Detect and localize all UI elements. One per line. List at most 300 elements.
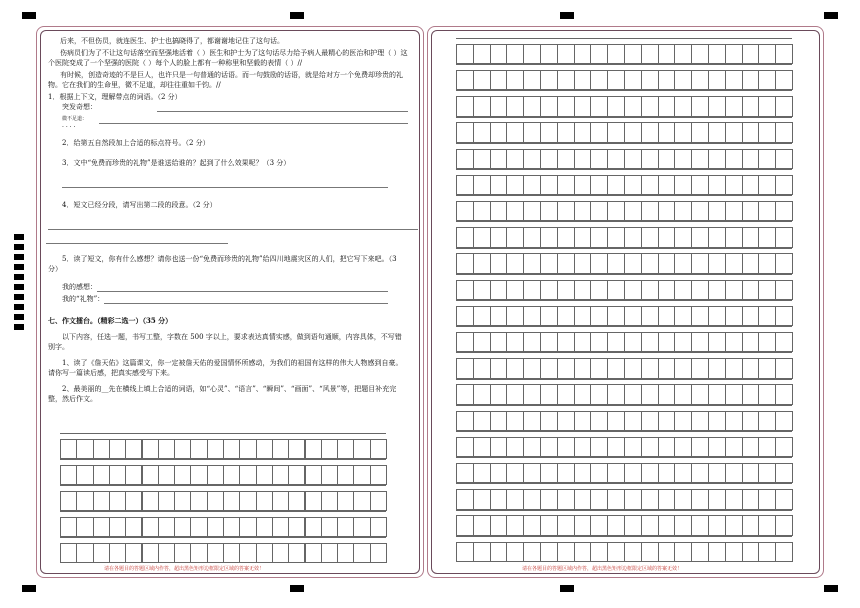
grid-cell[interactable] [125,491,142,511]
grid-cell[interactable] [691,96,709,116]
grid-cell[interactable] [758,44,776,64]
grid-cell[interactable] [540,44,558,64]
grid-cell[interactable] [691,358,709,378]
grid-cell[interactable] [174,465,191,485]
grid-cell[interactable] [641,280,659,300]
grid-cell[interactable] [490,96,508,116]
grid-cell[interactable] [288,465,305,485]
grid-cell[interactable] [590,96,608,116]
grid-cell[interactable] [641,463,659,483]
grid-cell[interactable] [674,253,692,273]
grid-cell[interactable] [775,149,793,169]
grid-cell[interactable] [76,465,93,485]
grid-cell[interactable] [658,358,676,378]
grid-cell[interactable] [691,175,709,195]
grid-cell[interactable] [239,543,256,563]
grid-cell[interactable] [590,515,608,535]
grid-cell[interactable] [624,515,642,535]
grid-cell[interactable] [540,201,558,221]
grid-cell[interactable] [658,332,676,352]
grid-cell[interactable] [523,175,541,195]
grid-cell[interactable] [506,332,524,352]
grid-cell[interactable] [239,491,256,511]
grid-cell[interactable] [473,358,491,378]
grid-cell[interactable] [590,122,608,142]
grid-cell[interactable] [574,280,592,300]
grid-cell[interactable] [557,70,575,90]
grid-cell[interactable] [574,411,592,431]
grid-cell[interactable] [775,122,793,142]
grid-cell[interactable] [321,465,338,485]
grid-cell[interactable] [125,439,142,459]
grid-cell[interactable] [607,306,625,326]
grid-cell[interactable] [473,542,491,562]
grid-cell[interactable] [641,384,659,404]
grid-cell[interactable] [190,439,207,459]
grid-cell[interactable] [456,358,474,378]
q3-answer-line[interactable] [62,178,388,188]
grid-cell[interactable] [256,465,273,485]
grid-cell[interactable] [353,543,370,563]
grid-cell[interactable] [506,253,524,273]
grid-cell[interactable] [674,463,692,483]
grid-cell[interactable] [473,175,491,195]
q5-feeling-line[interactable] [97,282,388,292]
grid-cell[interactable] [370,465,387,485]
grid-cell[interactable] [674,280,692,300]
grid-cell[interactable] [691,70,709,90]
grid-cell[interactable] [641,96,659,116]
grid-cell[interactable] [540,149,558,169]
grid-cell[interactable] [523,384,541,404]
grid-cell[interactable] [557,44,575,64]
grid-cell[interactable] [674,175,692,195]
grid-cell[interactable] [540,437,558,457]
grid-cell[interactable] [775,515,793,535]
grid-cell[interactable] [691,384,709,404]
grid-cell[interactable] [742,542,760,562]
grid-cell[interactable] [190,543,207,563]
grid-cell[interactable] [674,384,692,404]
grid-cell[interactable] [490,411,508,431]
grid-cell[interactable] [490,463,508,483]
grid-cell[interactable] [490,332,508,352]
grid-cell[interactable] [506,489,524,509]
grid-cell[interactable] [506,515,524,535]
grid-cell[interactable] [725,149,743,169]
grid-cell[interactable] [708,280,726,300]
grid-cell[interactable] [708,122,726,142]
grid-cell[interactable] [725,201,743,221]
grid-cell[interactable] [557,149,575,169]
grid-cell[interactable] [256,439,273,459]
grid-cell[interactable] [142,543,159,563]
grid-cell[interactable] [641,44,659,64]
grid-cell[interactable] [490,542,508,562]
grid-cell[interactable] [590,437,608,457]
grid-cell[interactable] [658,280,676,300]
grid-cell[interactable] [641,358,659,378]
grid-cell[interactable] [624,175,642,195]
grid-cell[interactable] [624,70,642,90]
grid-cell[interactable] [523,306,541,326]
grid-cell[interactable] [370,439,387,459]
grid-cell[interactable] [473,227,491,247]
grid-cell[interactable] [658,384,676,404]
grid-cell[interactable] [93,543,110,563]
q1-answer-line-2[interactable] [99,114,408,124]
grid-cell[interactable] [708,411,726,431]
grid-cell[interactable] [708,149,726,169]
grid-cell[interactable] [691,149,709,169]
grid-cell[interactable] [658,70,676,90]
grid-cell[interactable] [658,253,676,273]
grid-cell[interactable] [708,437,726,457]
grid-cell[interactable] [174,439,191,459]
grid-cell[interactable] [456,96,474,116]
grid-cell[interactable] [590,411,608,431]
grid-cell[interactable] [674,201,692,221]
grid-cell[interactable] [523,122,541,142]
grid-cell[interactable] [624,280,642,300]
grid-cell[interactable] [607,149,625,169]
grid-cell[interactable] [674,437,692,457]
grid-cell[interactable] [305,543,322,563]
grid-cell[interactable] [574,70,592,90]
grid-cell[interactable] [641,542,659,562]
grid-cell[interactable] [758,515,776,535]
grid-cell[interactable] [658,175,676,195]
grid-cell[interactable] [624,122,642,142]
grid-cell[interactable] [742,227,760,247]
grid-cell[interactable] [742,306,760,326]
grid-cell[interactable] [725,463,743,483]
grid-cell[interactable] [540,332,558,352]
grid-cell[interactable] [691,411,709,431]
grid-cell[interactable] [125,543,142,563]
grid-cell[interactable] [674,44,692,64]
grid-cell[interactable] [574,332,592,352]
grid-cell[interactable] [456,384,474,404]
grid-cell[interactable] [523,463,541,483]
grid-cell[interactable] [758,149,776,169]
grid-cell[interactable] [674,96,692,116]
grid-cell[interactable] [523,437,541,457]
grid-cell[interactable] [523,542,541,562]
grid-cell[interactable] [758,489,776,509]
grid-cell[interactable] [742,149,760,169]
grid-cell[interactable] [691,306,709,326]
grid-cell[interactable] [758,332,776,352]
grid-cell[interactable] [775,411,793,431]
grid-cell[interactable] [742,122,760,142]
grid-cell[interactable] [490,437,508,457]
grid-cell[interactable] [305,491,322,511]
grid-cell[interactable] [742,280,760,300]
grid-cell[interactable] [641,332,659,352]
grid-cell[interactable] [641,70,659,90]
grid-cell[interactable] [174,517,191,537]
grid-cell[interactable] [775,358,793,378]
grid-cell[interactable] [174,491,191,511]
grid-cell[interactable] [641,122,659,142]
grid-cell[interactable] [674,411,692,431]
grid-cell[interactable] [574,384,592,404]
grid-cell[interactable] [742,358,760,378]
grid-cell[interactable] [540,489,558,509]
grid-cell[interactable] [557,96,575,116]
grid-cell[interactable] [93,465,110,485]
grid-cell[interactable] [691,542,709,562]
grid-cell[interactable] [125,517,142,537]
grid-cell[interactable] [256,517,273,537]
grid-cell[interactable] [190,465,207,485]
grid-cell[interactable] [223,491,240,511]
grid-cell[interactable] [239,439,256,459]
grid-cell[interactable] [708,201,726,221]
grid-cell[interactable] [239,465,256,485]
grid-cell[interactable] [590,542,608,562]
grid-cell[interactable] [574,463,592,483]
grid-cell[interactable] [93,491,110,511]
grid-cell[interactable] [473,411,491,431]
grid-cell[interactable] [473,384,491,404]
grid-cell[interactable] [607,463,625,483]
grid-cell[interactable] [223,517,240,537]
grid-cell[interactable] [775,489,793,509]
grid-cell[interactable] [174,543,191,563]
grid-cell[interactable] [506,306,524,326]
grid-cell[interactable] [506,201,524,221]
grid-cell[interactable] [641,306,659,326]
grid-cell[interactable] [506,542,524,562]
grid-cell[interactable] [540,70,558,90]
grid-cell[interactable] [305,517,322,537]
grid-cell[interactable] [456,70,474,90]
grid-cell[interactable] [658,489,676,509]
grid-cell[interactable] [506,122,524,142]
grid-cell[interactable] [473,489,491,509]
grid-cell[interactable] [142,465,159,485]
grid-cell[interactable] [321,543,338,563]
grid-cell[interactable] [456,149,474,169]
grid-cell[interactable] [725,253,743,273]
grid-cell[interactable] [370,543,387,563]
grid-cell[interactable] [506,280,524,300]
grid-cell[interactable] [490,70,508,90]
grid-cell[interactable] [624,149,642,169]
grid-cell[interactable] [742,411,760,431]
grid-cell[interactable] [456,122,474,142]
grid-cell[interactable] [223,543,240,563]
grid-cell[interactable] [523,70,541,90]
grid-cell[interactable] [109,491,126,511]
grid-cell[interactable] [540,384,558,404]
grid-cell[interactable] [473,122,491,142]
grid-cell[interactable] [490,44,508,64]
grid-cell[interactable] [272,465,289,485]
grid-cell[interactable] [607,358,625,378]
grid-cell[interactable] [691,515,709,535]
grid-cell[interactable] [557,384,575,404]
q1-answer-line-1[interactable] [157,102,408,112]
grid-cell[interactable] [540,280,558,300]
grid-cell[interactable] [93,439,110,459]
grid-cell[interactable] [758,227,776,247]
grid-cell[interactable] [641,227,659,247]
grid-cell[interactable] [540,306,558,326]
grid-cell[interactable] [60,491,77,511]
grid-cell[interactable] [742,201,760,221]
grid-cell[interactable] [624,306,642,326]
grid-cell[interactable] [725,437,743,457]
grid-cell[interactable] [674,489,692,509]
grid-cell[interactable] [523,280,541,300]
grid-cell[interactable] [473,44,491,64]
grid-cell[interactable] [523,96,541,116]
grid-cell[interactable] [473,515,491,535]
grid-cell[interactable] [691,489,709,509]
grid-cell[interactable] [624,44,642,64]
grid-cell[interactable] [674,149,692,169]
grid-cell[interactable] [540,411,558,431]
grid-cell[interactable] [305,439,322,459]
grid-cell[interactable] [506,96,524,116]
grid-cell[interactable] [708,358,726,378]
grid-cell[interactable] [557,332,575,352]
grid-cell[interactable] [490,489,508,509]
grid-cell[interactable] [223,439,240,459]
grid-cell[interactable] [658,306,676,326]
grid-cell[interactable] [624,437,642,457]
grid-cell[interactable] [590,253,608,273]
grid-cell[interactable] [60,517,77,537]
grid-cell[interactable] [725,332,743,352]
grid-cell[interactable] [658,463,676,483]
grid-cell[interactable] [624,411,642,431]
grid-cell[interactable] [725,227,743,247]
grid-cell[interactable] [272,517,289,537]
grid-cell[interactable] [691,227,709,247]
grid-cell[interactable] [557,542,575,562]
grid-cell[interactable] [456,253,474,273]
grid-cell[interactable] [691,332,709,352]
grid-cell[interactable] [370,491,387,511]
grid-cell[interactable] [658,122,676,142]
grid-cell[interactable] [758,280,776,300]
grid-cell[interactable] [142,517,159,537]
grid-cell[interactable] [775,280,793,300]
grid-cell[interactable] [775,253,793,273]
grid-cell[interactable] [506,411,524,431]
grid-cell[interactable] [624,201,642,221]
grid-cell[interactable] [641,515,659,535]
grid-cell[interactable] [158,517,175,537]
grid-cell[interactable] [109,465,126,485]
grid-cell[interactable] [523,201,541,221]
grid-cell[interactable] [473,332,491,352]
grid-cell[interactable] [456,437,474,457]
grid-cell[interactable] [506,358,524,378]
grid-cell[interactable] [473,70,491,90]
grid-cell[interactable] [557,253,575,273]
grid-cell[interactable] [574,358,592,378]
grid-cell[interactable] [758,306,776,326]
grid-cell[interactable] [708,44,726,64]
grid-cell[interactable] [775,306,793,326]
grid-cell[interactable] [490,358,508,378]
grid-cell[interactable] [775,384,793,404]
grid-cell[interactable] [590,149,608,169]
grid-cell[interactable] [674,306,692,326]
grid-cell[interactable] [725,306,743,326]
grid-cell[interactable] [742,70,760,90]
grid-cell[interactable] [758,542,776,562]
grid-cell[interactable] [523,44,541,64]
q4-answer-line-2[interactable] [46,234,228,244]
grid-cell[interactable] [658,149,676,169]
grid-cell[interactable] [523,149,541,169]
grid-cell[interactable] [708,542,726,562]
grid-cell[interactable] [506,227,524,247]
grid-cell[interactable] [557,437,575,457]
grid-cell[interactable] [207,439,224,459]
grid-cell[interactable] [607,201,625,221]
grid-cell[interactable] [624,384,642,404]
grid-cell[interactable] [708,227,726,247]
grid-cell[interactable] [775,332,793,352]
grid-cell[interactable] [607,489,625,509]
grid-cell[interactable] [641,411,659,431]
grid-cell[interactable] [456,227,474,247]
grid-cell[interactable] [725,358,743,378]
grid-cell[interactable] [256,543,273,563]
grid-cell[interactable] [540,515,558,535]
grid-cell[interactable] [540,175,558,195]
q4-answer-line-1[interactable] [48,220,418,230]
grid-cell[interactable] [742,175,760,195]
grid-cell[interactable] [641,149,659,169]
grid-cell[interactable] [557,227,575,247]
grid-cell[interactable] [288,543,305,563]
grid-cell[interactable] [624,96,642,116]
grid-cell[interactable] [607,332,625,352]
grid-cell[interactable] [288,517,305,537]
grid-cell[interactable] [742,253,760,273]
grid-cell[interactable] [523,489,541,509]
grid-cell[interactable] [708,332,726,352]
grid-cell[interactable] [557,306,575,326]
grid-cell[interactable] [473,437,491,457]
grid-cell[interactable] [590,201,608,221]
grid-cell[interactable] [288,439,305,459]
grid-cell[interactable] [60,465,77,485]
grid-cell[interactable] [540,227,558,247]
grid-cell[interactable] [758,358,776,378]
grid-cell[interactable] [674,358,692,378]
grid-cell[interactable] [691,463,709,483]
grid-cell[interactable] [76,439,93,459]
grid-cell[interactable] [353,517,370,537]
grid-cell[interactable] [337,491,354,511]
grid-cell[interactable] [490,149,508,169]
grid-cell[interactable] [506,384,524,404]
grid-cell[interactable] [708,515,726,535]
grid-cell[interactable] [725,489,743,509]
grid-cell[interactable] [624,358,642,378]
grid-cell[interactable] [473,306,491,326]
grid-cell[interactable] [540,463,558,483]
